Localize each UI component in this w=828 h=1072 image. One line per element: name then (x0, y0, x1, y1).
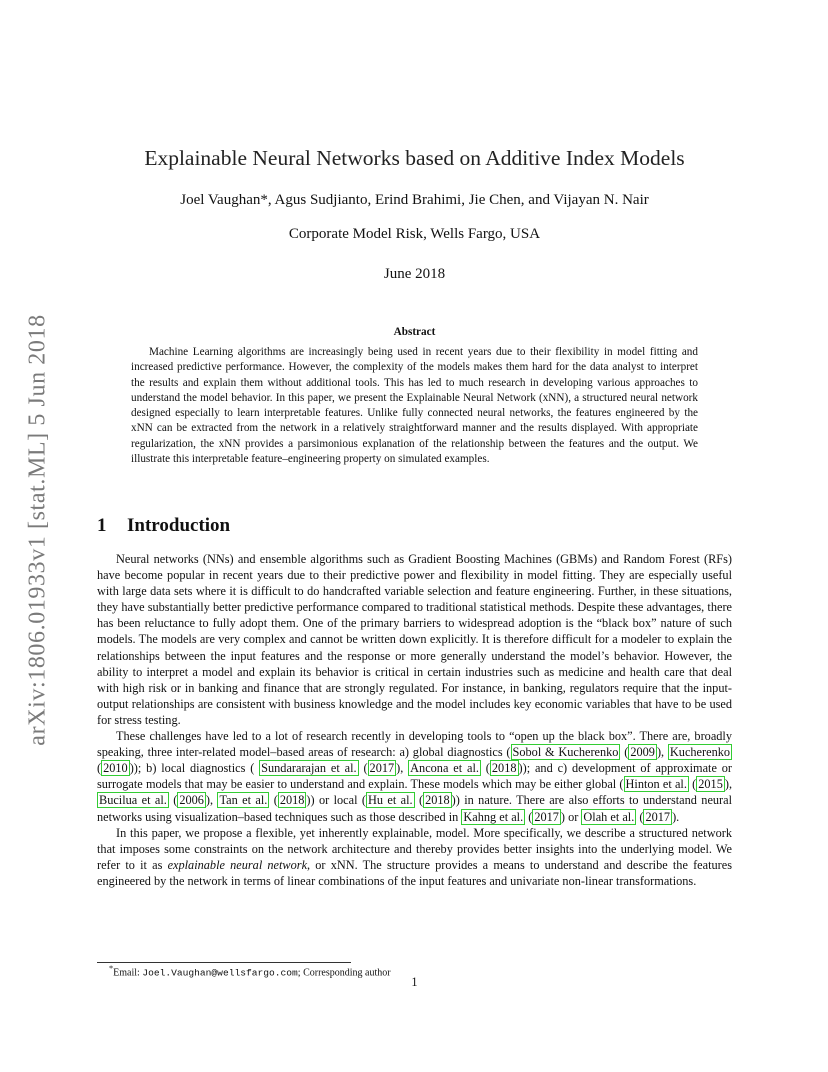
citation-link[interactable]: 2017 (369, 761, 395, 776)
footnote-email[interactable]: Joel.Vaughan@wellsfargo.com (142, 967, 298, 979)
footnote-rest: ; Corresponding author (297, 967, 391, 979)
text-run: ( (620, 745, 629, 760)
text-run: ( (525, 809, 533, 824)
text-run: ), (656, 745, 668, 760)
text-run: ( (636, 809, 644, 824)
citation-link[interactable]: Kucherenko (669, 745, 731, 760)
citation-link[interactable]: 2018 (425, 793, 450, 808)
text-run: ( (358, 761, 368, 776)
citation-link[interactable]: Kahng et al. (463, 809, 524, 824)
citation-link[interactable]: 2009 (630, 745, 655, 760)
text-run: ( (688, 777, 697, 792)
text-run: ( (414, 793, 424, 808)
citation-link[interactable]: Sobol & Kucherenko (512, 745, 619, 760)
abstract-heading: Abstract (393, 326, 436, 338)
paper-title: Explainable Neural Networks based on Additive Index Models (144, 146, 685, 170)
text-run: )); b) local diagnostics ( (129, 761, 260, 776)
text-run: )); and c) development of approximate or surrogate models that may be easier to understand and explain. These models which may be either global ( (97, 761, 733, 792)
citation-link[interactable]: Ancona et al. (410, 761, 479, 776)
section-number: 1 (97, 515, 107, 536)
text-run: )) in nature. There are also efforts to understand neural networks using visualization–based techniques such as those described in (97, 793, 733, 824)
text-run: ). (672, 809, 680, 824)
citation-link[interactable]: 2018 (491, 761, 517, 776)
text-run: In this paper, we propose a flexible, yet inherently explainable, model. More specifically, we describe a structured network that imposes some constraints on the network architecture and thereby provides better insights into the underlying model. We refer to it as (97, 825, 732, 872)
text-run: , or xNN. The structure provides a means to understand and describe the features engineered by the network in terms of linear combinations of the input features and univariate non-linear transformations. (97, 857, 732, 888)
citation-link[interactable]: 2017 (645, 809, 671, 824)
intro-paragraph-2 (97, 728, 732, 825)
footnote-label: Email: (113, 967, 143, 979)
citation-link[interactable]: 2006 (179, 793, 204, 808)
citation-link[interactable]: Sundararajan et al. (261, 761, 357, 776)
text-run: ), (724, 777, 733, 792)
affiliation: Corporate Model Risk, Wells Fargo, USA (288, 226, 541, 242)
citation-link[interactable]: 2010 (103, 761, 128, 776)
introduction-body (97, 551, 732, 889)
text-run: ( (480, 761, 490, 776)
publication-date: June 2018 (383, 266, 446, 282)
text-run: ( (97, 761, 102, 776)
text-run: ), (396, 761, 409, 776)
text-run: )) or local ( (306, 793, 366, 808)
section-heading (97, 515, 732, 537)
emphasized-term: explainable neural network (167, 857, 308, 872)
citation-link[interactable]: Olah et al. (583, 809, 635, 824)
arxiv-stamp-text: arXiv:1806.01933v1 [stat.ML] 5 Jun 2018 (24, 314, 51, 746)
footnote-mark: * (109, 964, 114, 973)
citation-link[interactable]: Hinton et al. (625, 777, 687, 792)
page-number: 1 (411, 975, 418, 989)
citation-link[interactable]: 2018 (279, 793, 305, 808)
text-run: ( (168, 793, 178, 808)
citation-link[interactable]: Tan et al. (219, 793, 268, 808)
arxiv-stamp (18, 290, 58, 770)
section-title: Introduction (127, 515, 231, 536)
text-run: ( (269, 793, 278, 808)
author-list: Joel Vaughan*, Agus Sudjianto, Erind Brahimi, Jie Chen, and Vijayan N. Nair (180, 192, 649, 208)
citation-link[interactable]: Hu et al. (367, 793, 413, 808)
citation-link[interactable]: 2015 (698, 777, 723, 792)
abstract-text: Machine Learning algorithms are increasingly being used in recent years due to their flexibility in model fitting and increased predictive performance. However, the complexity of the models makes them hard for the data analyst to interpret the results and explain them without additional tools. This has led to much research in developing various approaches to understand the model behavior. In this paper, we present the Explainable Neural Network (xNN), a structured neural network designed especially to learn interpretable features. Unlike fully connected neural networks, the features engineered by the xNN can be extracted from the network in a relatively straightforward manner and the results displayed. With appropriate regularization, the xNN provides a parsimonious explanation of the relationship between the features and the output. We illustrate this interpretable feature–engineering property on simulated examples. (131, 346, 698, 466)
footnote-divider (97, 962, 351, 963)
text-run: ) or (560, 809, 582, 824)
text-run: ), (205, 793, 218, 808)
citation-link[interactable]: 2017 (534, 809, 559, 824)
text-run: These challenges have led to a lot of research recently in developing tools to “open up the black box”. There are, broadly speaking, three inter-related model–based areas of research: a) global diagnostics ( (97, 729, 732, 760)
citation-link[interactable]: Bucilua et al. (99, 793, 167, 808)
intro-paragraph-1: Neural networks (NNs) and ensemble algorithms such as Gradient Boosting Machines (GBMs) and Random Forest (RFs) have become popular in recent years due to their predictive power and flexibility in model fitting. They are especially useful with large data sets where it is difficult to do handcrafted variable selection and feature engineering. Further, in these situations, they have substantially better predictive performance compared to traditional statistical methods. Despite these advantages, there has been reluctance to fully adopt them. One of the primary barriers to widespread adoption is the “black box” nature of such models. The models are very complex and cannot be written down explicitly. It is therefore difficult for a modeler to explain the relationships between the input features and the response or more generally understand the model’s behavior. However, the ability to interpret a model and explain its behavior is critical in certain industries such as medicine and health care that deal with high risk or in banking and finance that are strongly regulated. For instance, in banking, regulators require that the input-output relationships are consistent with business knowledge and the model includes key economic variables that have to be used for stress testing. (97, 552, 732, 727)
intro-paragraph-3 (97, 825, 732, 889)
